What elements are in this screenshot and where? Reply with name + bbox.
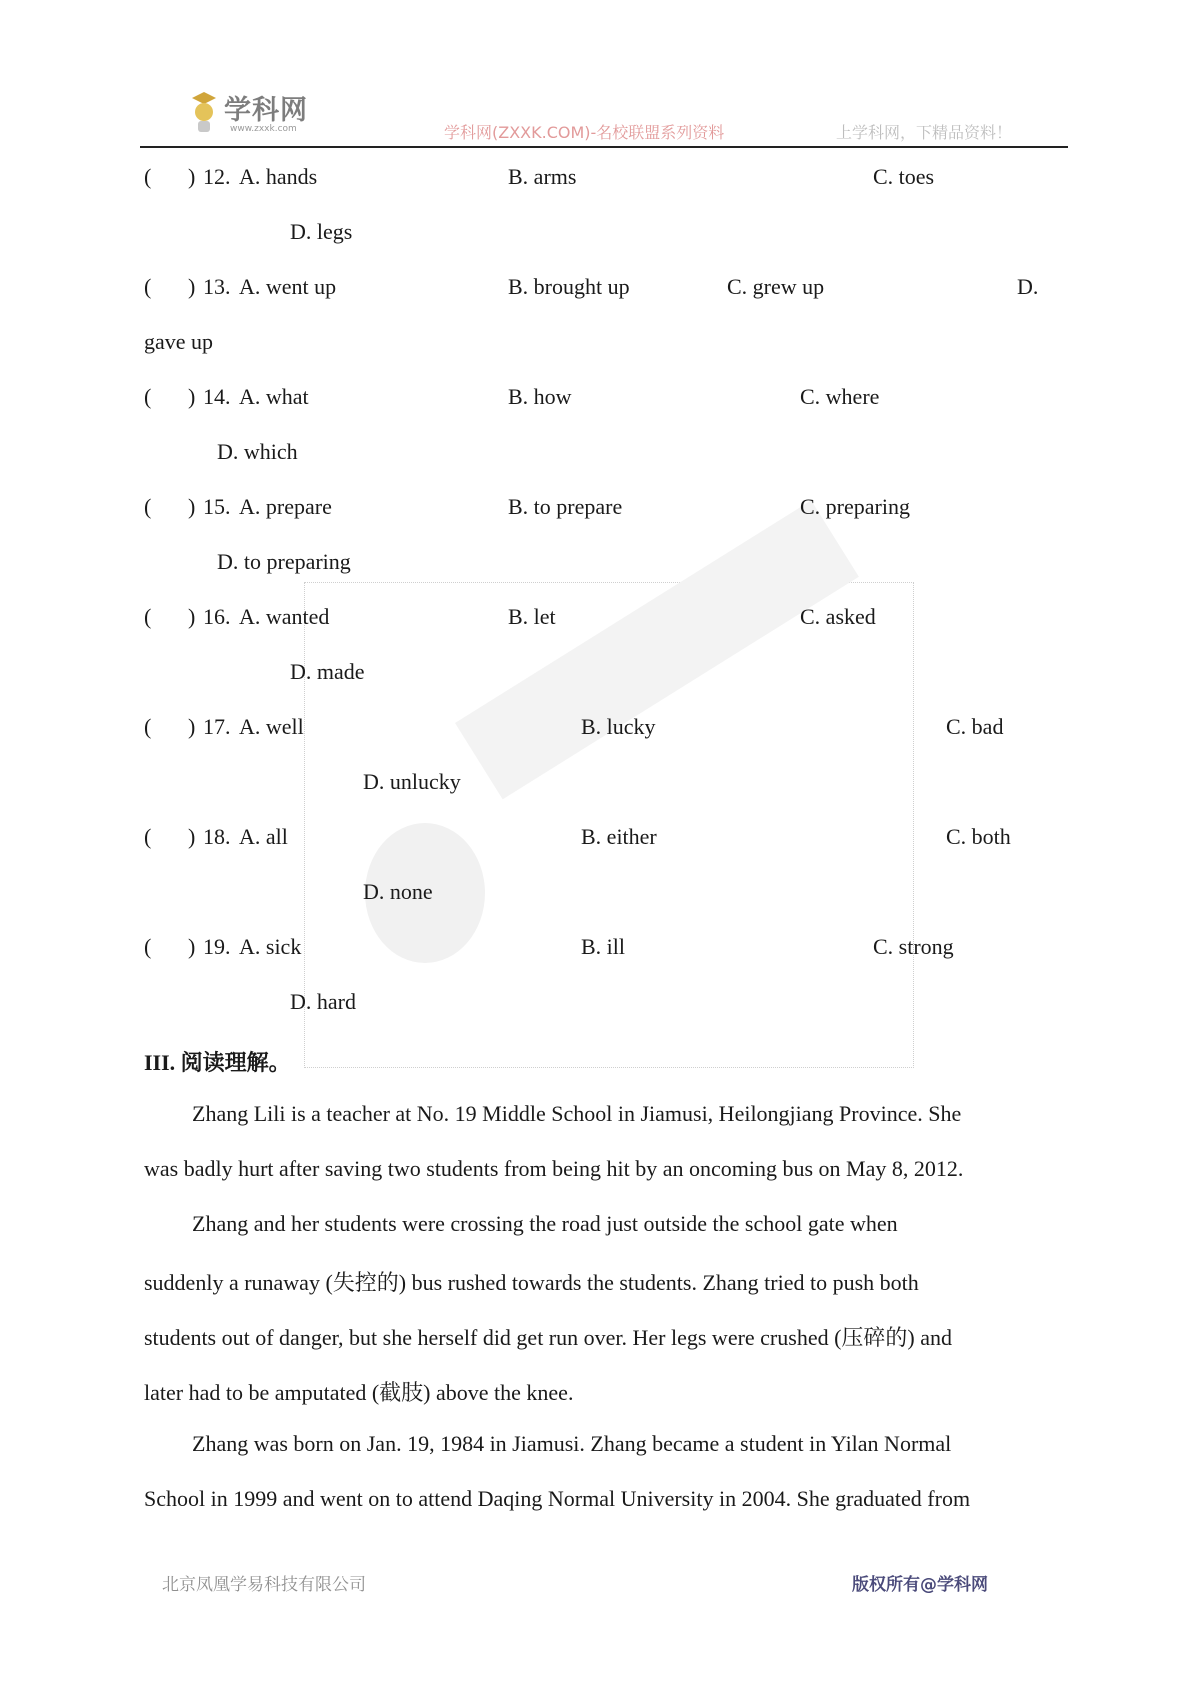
passage-line-8: School in 1999 and went on to attend Daqing Normal University in 2004. She graduated from: [144, 1486, 971, 1511]
question-14-option-c: C. where: [800, 384, 880, 409]
passage-line-4: suddenly a runaway (失控的) bus rushed towards the students. Zhang tried to push both: [144, 1270, 919, 1295]
question-16-option-c: C. asked: [800, 604, 876, 629]
question-13-option-b: B. brought up: [508, 274, 630, 299]
question-18-option-b: B. either: [581, 824, 657, 849]
question-14-option-b: B. how: [508, 384, 572, 409]
question-12-option-b: B. arms: [508, 164, 577, 189]
question-16-option-b: B. let: [508, 604, 556, 629]
section-title: III. 阅读理解。: [144, 1050, 291, 1075]
logo-url: www.zxxk.com: [230, 124, 297, 134]
question-16-close: ): [188, 604, 196, 629]
site-logo: [190, 88, 330, 140]
question-12-close: ): [188, 164, 196, 189]
question-15-bracket: (: [144, 494, 152, 519]
question-18-close: ): [188, 824, 196, 849]
passage-line-5: students out of danger, but she herself did get run over. Her legs were crushed (压碎的) and: [144, 1325, 953, 1350]
passage-line-6: later had to be amputated (截肢) above the knee.: [144, 1380, 574, 1405]
question-19-option-b: B. ill: [581, 934, 626, 959]
question-19-bracket: (: [144, 934, 152, 959]
question-14-close: ): [188, 384, 196, 409]
passage-line-7: Zhang was born on Jan. 19, 1984 in Jiamusi. Zhang became a student in Yilan Normal: [192, 1431, 952, 1456]
question-12-option-d: D. legs: [290, 219, 353, 244]
mascot-logo-icon: [190, 90, 218, 134]
footer-company: 北京凤凰学易科技有限公司: [162, 1575, 366, 1595]
question-19-option-a: A. sick: [239, 934, 302, 959]
question-14-option-a: A. what: [239, 384, 309, 409]
header-center-text: 学科网(ZXXK.COM)-名校联盟系列资料: [444, 123, 725, 142]
question-17-number: 17.: [203, 714, 231, 739]
question-13-option-c: C. grew up: [727, 274, 825, 299]
question-12-bracket: (: [144, 164, 152, 189]
question-18-option-d: D. none: [363, 879, 433, 904]
question-19-close: ): [188, 934, 196, 959]
question-17-option-d: D. unlucky: [363, 769, 461, 794]
question-14-number: 14.: [203, 384, 231, 409]
question-16-option-a: A. wanted: [239, 604, 330, 629]
watermark-band: [455, 500, 859, 799]
question-14-option-d: D. which: [217, 439, 298, 464]
question-19-option-c: C. strong: [873, 934, 954, 959]
question-17-close: ): [188, 714, 196, 739]
question-17-option-a: A. well: [239, 714, 304, 739]
question-13-option-d-prefix: D.: [1017, 274, 1039, 299]
question-18-bracket: (: [144, 824, 152, 849]
logo-text: 学科网: [224, 95, 308, 126]
question-13-option-a: A. went up: [239, 274, 337, 299]
question-15-option-c: C. preparing: [800, 494, 910, 519]
question-16-number: 16.: [203, 604, 231, 629]
header-rule: [140, 146, 1068, 148]
question-15-close: ): [188, 494, 196, 519]
question-18-number: 18.: [203, 824, 231, 849]
question-12-option-a: A. hands: [239, 164, 318, 189]
question-18-option-c: C. both: [946, 824, 1011, 849]
question-18-option-a: A. all: [239, 824, 288, 849]
question-13-option-d-rest: gave up: [144, 329, 214, 354]
question-14-bracket: (: [144, 384, 152, 409]
question-15-option-a: A. prepare: [239, 494, 332, 519]
question-13-number: 13.: [203, 274, 231, 299]
question-15-option-b: B. to prepare: [508, 494, 623, 519]
question-16-option-d: D. made: [290, 659, 365, 684]
question-15-number: 15.: [203, 494, 231, 519]
question-15-option-d: D. to preparing: [217, 549, 351, 574]
question-17-option-b: B. lucky: [581, 714, 656, 739]
question-12-option-c: C. toes: [873, 164, 935, 189]
footer-copyright: 版权所有@学科网: [852, 1575, 988, 1595]
passage-line-3: Zhang and her students were crossing the road just outside the school gate when: [192, 1211, 898, 1236]
question-19-option-d: D. hard: [290, 989, 356, 1014]
question-16-bracket: (: [144, 604, 152, 629]
passage-line-1: Zhang Lili is a teacher at No. 19 Middle School in Jiamusi, Heilongjiang Province. She: [192, 1101, 962, 1126]
question-13-bracket: (: [144, 274, 152, 299]
question-17-bracket: (: [144, 714, 152, 739]
header-right-text: 上学科网，下精品资料！: [836, 123, 1013, 142]
question-17-option-c: C. bad: [946, 714, 1004, 739]
question-12-number: 12.: [203, 164, 231, 189]
passage-line-2: was badly hurt after saving two students from being hit by an oncoming bus on May 8, 2012.: [144, 1156, 964, 1181]
question-13-close: ): [188, 274, 196, 299]
question-19-number: 19.: [203, 934, 231, 959]
